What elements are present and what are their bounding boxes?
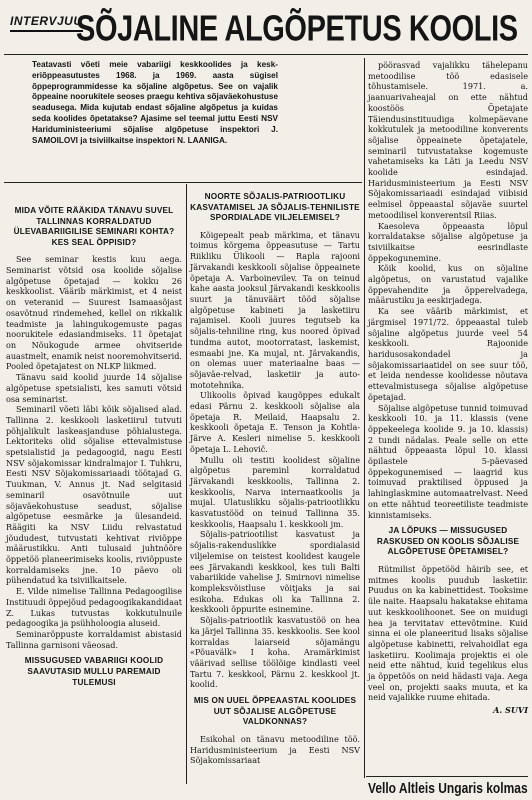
paragraph: Esikohal on tänavu metoodiline töö. Haridusministeerium ja Eesti NSV Sõjakomissariaat [190, 733, 360, 766]
paragraph: Sõjalis-patriootilist kasvatust ja sõjalis-rakenduslikke spordialasid viljelemise on teistest koolidest kaugele ees Järvakandi keskkool, kes tuli Balti vabariikide vahelise J. Smirnovi nimelise kompleksvõistluse võitjaks ja sai esikoha. Edukas oli ka Tallinna 2. keskkooli õppurite esinemine. [190, 529, 360, 615]
paragraph: Ka see väärib märkimist, et järgmisel 1971/72. õppeaastal tuleb sõjaline algõpetus juurde veel 54 keskkooli. Rajoonide haridusosakondadel ja sõjakomissariaatidel on see suur töö, et leida nendesse koolidesse nõutava ettevalmistusega sõjalise algõpetuse õpetajad. [368, 306, 528, 402]
question-heading: JA LÕPUKS — MISSUGUSED RASKUSED ON KOOLIS SÕJALISE ALGÕPETUSE ÕPETAMISEL? [376, 526, 520, 557]
question-heading: MIDA VÕITE RÄÄKIDA TÄNAVU SUVEL TALLINNAS KORRALDATUD ÜLEVABARIIGILISE SEMINARI KOHTA? KES SEAL ÕPPISID? [13, 206, 175, 247]
column-3 [368, 60, 528, 716]
paragraph: Kaesoleva õppeaasta lõpul korraldatakse sõjalise algõpetuse ja tsiviilkaitse eesrindlaste õppekogunemine. [368, 220, 528, 263]
author-signature: A. SUVI [493, 705, 528, 716]
column-2 [190, 186, 360, 766]
paragraph: See seminar kestis kuu aega. Seminarist võtsid osa koolide sõjalise algõpetuse õpetajad — kokku 26 keskkoolist. Väärib märkimist, et 4 neist on veteranid — Suurest Isamaasõjast osavõtnud rindemehed, kellel on rikkalik teadmiste ja lahingukogemuste pagas noorukitele edasiandmiseks. 11 õpetajat on Nõukogude armee ohvitseride auastmelt, enamik neist nooremohvitserid. Pooled õpetajatest on NLKP liikmed. [6, 254, 182, 372]
article-lead: Teatavasti võeti meie vabariigi keskkoolides ja kesk-eriõppeasutustes 1968. ja 1969. aasta sügisel õppeprogrammidesse ka sõjaline algõpetus. See on vajalik õppeaine noorukitele seoses praegu kehtiva sõjaväekohustuse seadusega. Mida kujutab endast sõjaline algõpetus ja kuidas seda koolides õpetatakse? Ajasime sel teemal juttu Eesti NSV Hariduministeeriumi sõjalise algõpetuse inspektori J. SAMOILOVI ja tsiviilkaitse inspektori N. LAANIGA. [32, 60, 278, 145]
paragraph: Ulikoolis õpivad kaugõppes edukalt edasi Pärnu 2. keskkooli sõjalise ala õpetaja R. Meilaid, Haapsalu 2. keskkooli õpetaja E. Tenson ja Kohtla-Järve A. Kesleri nimelise 5. keskkooli õpetaja L. Lehovič. [190, 390, 360, 454]
lead-divider [4, 182, 362, 183]
paragraph: Tänavu said koolid juurde 14 sõjalise algõpetuse spetsialisti, kes samuti võtsid osa seminarist. [6, 372, 182, 404]
question-heading: NOORTE SÕJALIS-PATRIOOTLIKU KASVATAMISEL JA SÕJALIS-TEHNILISTE SPORDIALADE VILJELEMISEL? [190, 192, 360, 223]
paragraph: E. Vilde nimelise Tallinna Pedagoogilise Instituudi õppejõud pedagoogikakandidaat Z. Lukas tutvustas kokkutulnuile pedagoogika ja psühholoogia aluseid. [6, 586, 182, 629]
paragraph: Sõjalis-patriootlik kasvatustöö on hea ka järjel Tallinna 35. keskkoolis. See kool korraldas laiarseid sõjamängu «Põuavälk» I koha. Aramärkimist väärivad sellise töölõige kindlasti veel Tartu 7. keskkool, Pärnu 2. keskkool jt. koolid. [190, 615, 360, 690]
paragraph: Kõigepealt peab märkima, et tänavu toimus kõrgema õppeasutuse — Tartu Riikliku Ülikooli — Rapla rajooni Järvakandi keskkooli sõjalise õppeainete õpetaja A. Varboinevilev. Ta on teinud kahe aasta jooksul Järvakandi keskkoolis suurt ja tänuväärt tööd sõjalise algõpetuse kabineti ja lasketiiru rajamisel. Kooli juures tegutseb ka sõjalis-tehniline ring, kus noored õpivad tundma autot, mootorratast, laskemist, esmaabi jne. Ka mujal, nt. Järvakandis, on olemas uuer materiaalne baas — sõjaväe-relvad, lasketiir ja auto-mototehnika. [190, 229, 360, 390]
paragraph: Seminaril võeti läbi kõik sõjalised alad. Tallinna 2. keskkooli lasketiirul tutvuti põhjalikult laskeasjanduse põhialustega. Lektoriteks olid sõjalise ettevalmistuse spetsialistid ja pedagoogid, nagu Eesti NSV sõjakomissar kindralmajor I. Tuhkru, Eesti NSV Sõjakomissariaadi töötajad G. Tuukman, V. Annus jt. Nad selgitasid seminaril osavõtnuile uut sõjaväekohustuse seadust, sõjalise algõpetuse eesmärke ja ülesandeid. Räägiti ka NSV Liidu relvastatud jõududest, tutvustati kehtivat riviõppe määrustikku. Anti tulusaid juhtnööre õppetöö planeerimiseks koolis, riviõppuste korraldamiseks jne. 10 päevo oli pühendatud ka tsiviilkaitsele. [6, 404, 182, 586]
next-article-divider [366, 776, 528, 777]
column-divider-right [364, 58, 365, 778]
header-divider [4, 54, 528, 55]
paragraph: Kõik koolid, kus on sõjaline algõpetus, on varustatud vajalike õppevahendite ja õpperelvadega, määrustiku ja eeskirjadega. [368, 263, 528, 306]
article-headline: SÕJALINE ALGÕPETUS KOOLIS [76, 9, 518, 50]
paragraph: Sõjalise algõpetuse tunnid toimuvad keskkooli 10. ja 11. klassis (vene õppekeelega koolide 9. ja 10. klassis) 2 tundi nädalas. Peale selle on ette nähtud õppeaasta lõpul 10. klassi õpilastele 5-päevased õppekogunemised — laagrid kus toimuvad praktilised õppused ja lahinglaskmine automaatrelvast. Need on ette nähtud teoreetiliste teadmiste kinnistamiseks. [368, 402, 528, 520]
paragraph: pöörasvad vajalikku tähelepanu metoodilise töö edasisele tõhustamisele. 1971. a. jaanuarivaheajal on ette nähtud koostöös Õpetajate Täiendusinstituudiga kolmepäevane kokkutulek ja metoodiline konverents sõjalise õppeainete õpetajatele, seminaril tutvustatakse kogemuste vahetamiseks ka Läti ja Leedu NSV koolide esindajad. Haridusministeerium ja Eesti NSV Sõjakomissariaadi esindajad viibisid eelmisel õppeaastal sõjaväe suurtel metoodilisel konverentsil Riias. [368, 60, 528, 220]
paragraph: Seminaröppuste korraldamist abistasid Tallinna garnisoni väeosad. [6, 628, 182, 650]
paragraph: Rütmilist õppetööd häirib see, et mitmes koolis puudub lasketiir. Puudus on ka kabinettidest. Tooksime üle naite. Haapsalu hakatakse ehitama uut keskkoolihoonet. See on muidugi hea ja tervitatav ettevõtmine. Kuid sinna ei ole planeeritud lisaks sõjalise algõpetuse kabinetti, relvahoidlat ega lasketiiru. Koolimaja projektis ei ole neid ette nähtud, kuid tegelikus elus ja õppetöös on neid hädasti vaja. Aega veel on, projekti saaks muuta, et ka neid vajalikke ruume ehitada. [368, 564, 528, 703]
article-header [4, 4, 526, 56]
rubric-label: INTERVJUU [10, 14, 83, 32]
question-heading: MIS ON UUEL ÕPPEAASTAL KOOLIDES UUT SÕJALISE ALGÕPETUSE VALDKONNAS? [193, 696, 357, 727]
paragraph: Mullu oli testiti koolidest sõjaline algõpetus pareminl korraldatud Järvakandi keskkoolis, Tallinna 2. keskkoolis, Narva internaatkoolis ja mujal. Ulatuslikku sõjalis-patriootlikku kasvatustööd on teinud Tallinna 35. keskkoolis, Haapsalu 1. keskkooli jm. [190, 454, 360, 529]
column-divider-left [186, 184, 187, 784]
column-1 [6, 200, 182, 694]
next-article-headline: Vello Altleis Ungaris kolmas [368, 780, 528, 797]
question-heading: MISSUGUSED VABARIIGI KOOLID SAAVUTASID MULLU PAREMAID TULEMUSI [24, 656, 164, 687]
